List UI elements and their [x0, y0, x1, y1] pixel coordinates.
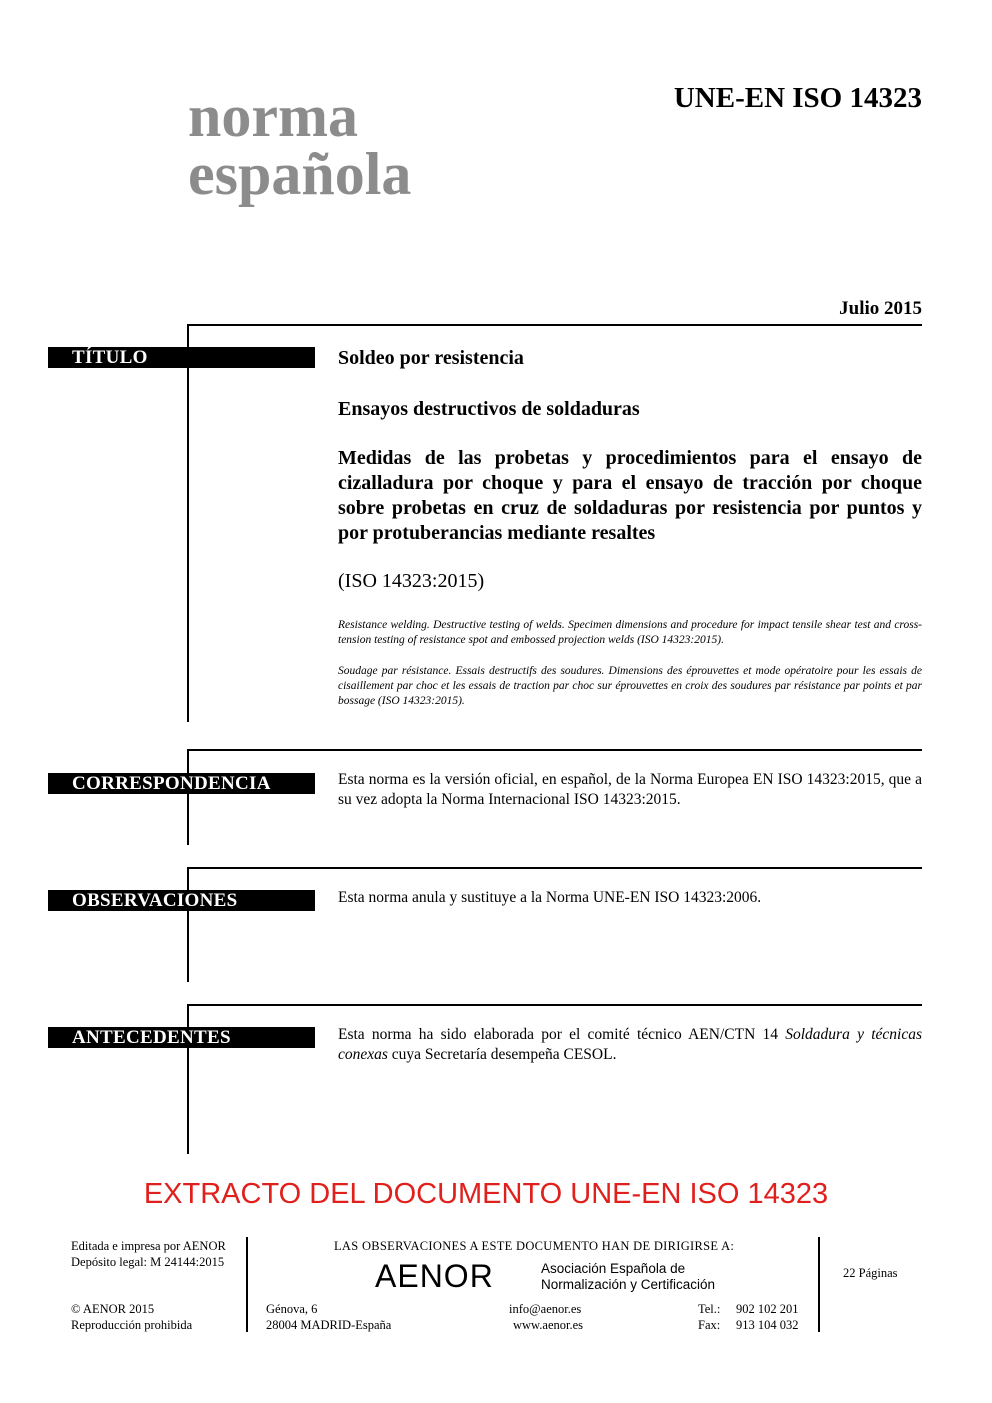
label-correspondencia: CORRESPONDENCIA	[48, 773, 315, 794]
publication-date: Julio 2015	[839, 298, 922, 319]
footer-reproduction: Reproducción prohibida	[71, 1318, 193, 1332]
section-divider-observaciones	[188, 867, 922, 869]
section-divider-titulo	[188, 324, 922, 326]
aenor-logo: AENOR	[375, 1258, 494, 1294]
footer-deposit: Depósito legal: M 24144:2015	[71, 1255, 225, 1269]
footer-edited: Editada e impresa por AENOR	[71, 1239, 226, 1253]
antecedentes-text-part1: Esta norma ha sido elaborada por el comité técnico AEN/CTN 14	[338, 1026, 786, 1043]
title-line2: Ensayos destructivos de soldaduras	[338, 398, 640, 420]
title-line1: Soldeo por resistencia	[338, 347, 524, 369]
aenor-subtitle-line1: Asociación Española de	[541, 1261, 686, 1276]
norma-title-line1: norma	[188, 83, 358, 149]
section-vertical-rule-observaciones	[187, 867, 189, 982]
footer-fax-value: 913 104 032	[736, 1318, 799, 1332]
footer-fax-label: Fax:	[698, 1318, 721, 1332]
footer-page-count: 22 Páginas	[843, 1266, 898, 1280]
standard-code: UNE-EN ISO 14323	[673, 82, 922, 114]
footer-divider-right	[818, 1237, 820, 1332]
antecedentes-text	[338, 1025, 922, 1065]
section-vertical-rule-titulo	[187, 324, 189, 722]
observaciones-text: Esta norma anula y sustituye a la Norma UNE-EN ISO 14323:2006.	[338, 889, 762, 906]
footer-tel-label: Tel.:	[698, 1302, 721, 1316]
label-titulo: TÍTULO	[48, 347, 315, 368]
footer-copyright: © AENOR 2015	[71, 1302, 155, 1316]
label-observaciones: OBSERVACIONES	[48, 890, 315, 911]
title-line3: Medidas de las probetas y procedimientos para el ensayo de cizalladura por choque y para el ensayo de tracción por choque sobre probetas en cruz de soldaduras por resistencia por puntos y por protuberancias mediante resaltes	[338, 447, 922, 544]
english-title: Resistance welding. Destructive testing of welds. Specimen dimensions and procedure for impact tensile shear test and cross-tension testing of resistance spot and embossed projection welds (ISO 14323:2015).	[338, 619, 922, 646]
footer-divider-left	[246, 1237, 248, 1332]
footer-tel-value: 902 102 201	[736, 1302, 799, 1316]
section-divider-antecedentes	[188, 1004, 922, 1006]
aenor-subtitle-line2: Normalización y Certificación	[541, 1277, 716, 1292]
footer-observations-notice: LAS OBSERVACIONES A ESTE DOCUMENTO HAN DE DIRIGIRSE A:	[334, 1239, 735, 1253]
correspondencia-text: Esta norma es la versión oficial, en español, de la Norma Europea EN ISO 14323:2015, que a su vez adopta la Norma Internacional ISO 14323:2015.	[338, 771, 922, 808]
aenor-logo-subtitle	[541, 1261, 715, 1293]
footer-email[interactable]: info@aenor.es	[509, 1302, 582, 1316]
section-vertical-rule-correspondencia	[187, 749, 189, 845]
norma-title-line2: española	[188, 141, 412, 207]
footer-address-line1: Génova, 6	[266, 1302, 318, 1316]
footer-website[interactable]: www.aenor.es	[513, 1318, 584, 1332]
extract-watermark: EXTRACTO DEL DOCUMENTO UNE-EN ISO 14323	[143, 1178, 829, 1210]
section-divider-correspondencia	[188, 749, 922, 751]
footer-address-line2: 28004 MADRID-España	[266, 1318, 392, 1332]
french-title: Soudage par résistance. Essais destructifs des soudures. Dimensions des éprouvettes et mode opératoire pour les essais de cisaillement par choc et les essais de traction par choc sur éprouvettes en croix des soudures par résistance par points et par bossage (ISO 14323:2015).	[338, 665, 922, 707]
antecedentes-text-part2: cuya Secretaría desempeña CESOL.	[387, 1046, 617, 1063]
label-antecedentes: ANTECEDENTES	[48, 1027, 315, 1048]
iso-reference: (ISO 14323:2015)	[338, 570, 485, 592]
antecedentes-committee-name: Soldadura y técnicas conexas	[338, 1026, 922, 1063]
